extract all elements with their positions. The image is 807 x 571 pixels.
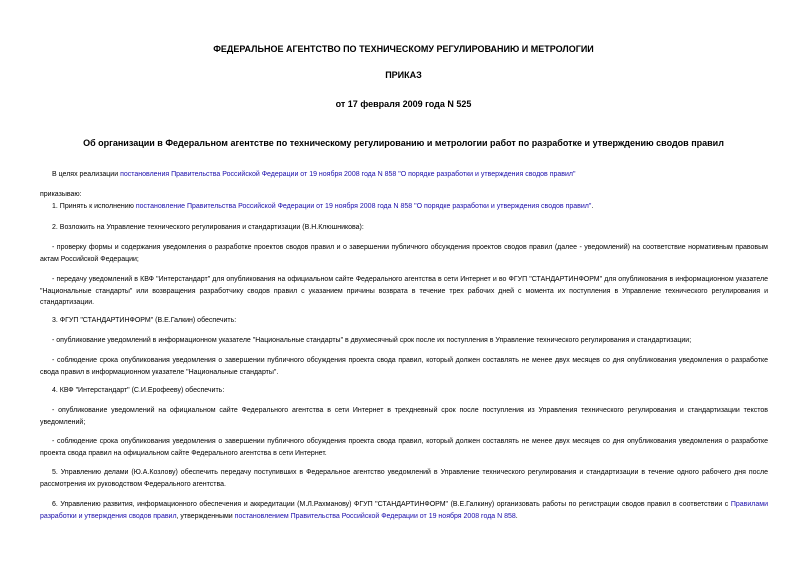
item-6-text: 6. Управлению развития, информационного обеспечения и аккредитации (М.Л.Рахманову) ФГУП "СТАНДАРТИНФОРМ" (В.Е.Галкину) организовать работы по регистрации сводов правил в соответствии с [52, 501, 731, 508]
item-3a-paragraph: - опубликование уведомлений в информационном указателе "Национальные стандарты" в двухмесячный срок после их поступления в Управление технического регулирования и стандартизации; [52, 337, 692, 344]
item-5-paragraph: 5. Управлению делами (Ю.А.Козлову) обеспечить передачу поступивших в Федеральное агентство уведомлений в Управление технического регулирования и стандартизации в течение одного рабочего дня после рассмотрения их руководством Федерального агентства. [40, 469, 768, 488]
agency-heading: ФЕДЕРАЛЬНОЕ АГЕНТСТВО ПО ТЕХНИЧЕСКОМУ РЕГУЛИРОВАНИЮ И МЕТРОЛОГИИ [213, 44, 594, 54]
item-1-paragraph [40, 201, 768, 213]
item-2a-paragraph: - проверку формы и содержания уведомления о разработке проектов сводов правил и о завершении публичного обсуждения проектов сводов правил (далее - уведомлений) на соответствие нормативным правовым актам Российской Федерации; [40, 244, 768, 263]
preamble-text: В целях реализации [52, 171, 121, 178]
item-6-decree-link[interactable]: постановлением Правительства Российской Федерации от 19 ноября 2008 года N 858 [234, 512, 516, 520]
item-1-link[interactable]: постановление Правительства Российской Федерации от 19 ноября 2008 года N 858 "О порядке разработки и утверждения сводов правил" [135, 203, 592, 210]
document-title: Об организации в Федеральном агентстве по техническому регулированию и метрологии работ по разработке и утверждению сводов правил [83, 138, 724, 148]
item-6-mid: , утвержденными [176, 512, 235, 520]
item-6-paragraph [40, 499, 768, 522]
item-4-paragraph: 4. КВФ "Интерстандарт" (С.И.Ерофееву) обеспечить: [52, 387, 225, 394]
item-3b-paragraph: - соблюдение срока опубликования уведомления о завершении публичного обсуждения проекта свода правил, который должен составлять не менее двух месяцев со дня опубликования уведомления о разработке свода правил в информационном указателе "Национальные стандарты". [40, 357, 768, 376]
item-4b-paragraph: - соблюдение срока опубликования уведомления о завершении публичного обсуждения проекта свода правил, который должен составлять не менее двух месяцев со дня опубликования уведомления о разработке проекта свода правил на официальном сайте Федерального агентства в сети Интернет. [40, 438, 768, 457]
item-6-rules-link[interactable]: Правилами разработки и утверждения сводов правил [40, 501, 768, 520]
preamble-paragraph [40, 169, 768, 181]
item-1-text: 1. Принять к исполнению [52, 203, 136, 210]
date-number-heading: от 17 февраля 2009 года N 525 [335, 99, 472, 109]
item-1-end: . [591, 203, 594, 210]
item-4a-paragraph: - опубликование уведомлений на официальном сайте Федерального агентства в сети Интернет в трехдневный срок после поступления из Управления технического регулирования и стандартизации текстов уведомлений; [40, 407, 768, 426]
item-6-end: . [515, 512, 518, 520]
item-2b-paragraph: - передачу уведомлений в КВФ "Интерстандарт" для опубликования на официальном сайте Федерального агентства в сети Интернет и во ФГУП "СТАНДАРТИНФОРМ" для опубликования в информационном указателе "Национальные стандарты" или возвращения разработчику сводов правил с указанием причины возврата в течение трех рабочих дней с момента их поступления в Управление технического регулирования и стандартизации. [40, 276, 768, 306]
item-2-paragraph: 2. Возложить на Управление технического регулирования и стандартизации (В.Н.Клюшникова): [52, 224, 364, 231]
item-3-paragraph: 3. ФГУП "СТАНДАРТИНФОРМ" (В.Е.Галкин) обеспечить: [52, 317, 237, 324]
order-word: приказываю: [40, 191, 82, 198]
preamble-link[interactable]: постановления Правительства Российской Федерации от 19 ноября 2008 года N 858 "О порядке разработки и утверждения сводов правил" [120, 171, 576, 178]
doc-type-heading: ПРИКАЗ [385, 70, 422, 80]
